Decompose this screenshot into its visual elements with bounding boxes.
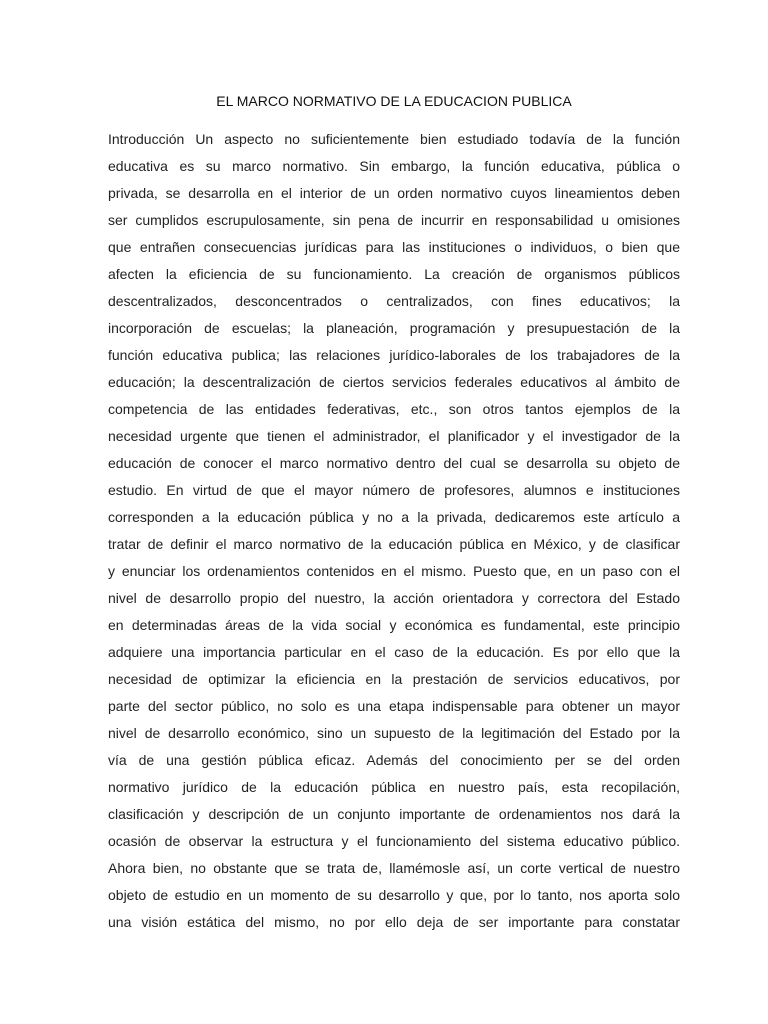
body-text-line: y enunciar los ordenamientos contenidos en el mismo. Puesto que, en un paso con el — [108, 563, 680, 579]
body-text-line: Ahora bien, no obstante que se trata de, llamémosle así, un corte vertical de nuestro — [108, 860, 680, 876]
body-text-line: clasificación y descripción de un conjunto importante de ordenamientos nos dará la — [108, 806, 680, 822]
body-text-line: estudio. En virtud de que el mayor número de profesores, alumnos e instituciones — [108, 482, 680, 498]
body-text-line: corresponden a la educación pública y no a la privada, dedicaremos este artículo a — [108, 509, 680, 525]
body-text-line: ocasión de observar la estructura y el funcionamiento del sistema educativo público. — [108, 833, 680, 849]
body-text-line: vía de una gestión pública eficaz. Además del conocimiento per se del orden — [108, 752, 680, 768]
body-text-line: parte del sector público, no solo es una etapa indispensable para obtener un mayor — [108, 698, 680, 714]
body-text-line: necesidad de optimizar la eficiencia en la prestación de servicios educativos, por — [108, 671, 680, 687]
body-text-line: incorporación de escuelas; la planeación, programación y presupuestación de la — [108, 320, 680, 336]
body-text-line: tratar de definir el marco normativo de la educación pública en México, y de clasificar — [108, 536, 680, 552]
body-text-line: educación; la descentralización de ciertos servicios federales educativos al ámbito de — [108, 374, 680, 390]
body-text-line: educativa es su marco normativo. Sin embargo, la función educativa, pública o — [108, 158, 680, 174]
body-text-line: una visión estática del mismo, no por ello deja de ser importante para constatar — [108, 914, 680, 930]
body-text-line: en determinadas áreas de la vida social y económica es fundamental, este principio — [108, 617, 680, 633]
document-body — [108, 126, 680, 936]
body-text-line: afecten la eficiencia de su funcionamiento. La creación de organismos públicos — [108, 266, 680, 282]
body-text-line: Introducción Un aspecto no suficientemente bien estudiado todavía de la función — [108, 131, 680, 147]
body-text-line: función educativa publica; las relaciones jurídico-laborales de los trabajadores de la — [108, 347, 680, 363]
document-title: EL MARCO NORMATIVO DE LA EDUCACION PUBLICA — [216, 93, 572, 109]
body-text-line: descentralizados, desconcentrados o centralizados, con fines educativos; la — [108, 293, 680, 309]
body-text-line: que entrañen consecuencias jurídicas para las instituciones o individuos, o bien que — [108, 239, 680, 255]
body-text-line: normativo jurídico de la educación pública en nuestro país, esta recopilación, — [108, 779, 680, 795]
body-text-line: educación de conocer el marco normativo dentro del cual se desarrolla su objeto de — [108, 455, 680, 471]
body-text-line: necesidad urgente que tienen el administrador, el planificador y el investigador de la — [108, 428, 680, 444]
body-text-line: nivel de desarrollo propio del nuestro, la acción orientadora y correctora del Estado — [108, 590, 680, 606]
body-text-line: objeto de estudio en un momento de su desarrollo y que, por lo tanto, nos aporta solo — [108, 887, 680, 903]
body-text-line: ser cumplidos escrupulosamente, sin pena de incurrir en responsabilidad u omisiones — [108, 212, 680, 228]
body-text-line: nivel de desarrollo económico, sino un supuesto de la legitimación del Estado por la — [108, 725, 680, 741]
body-text-line: adquiere una importancia particular en el caso de la educación. Es por ello que la — [108, 644, 680, 660]
body-text-line: privada, se desarrolla en el interior de un orden normativo cuyos lineamientos deben — [108, 185, 680, 201]
body-text-line: competencia de las entidades federativas, etc., son otros tantos ejemplos de la — [108, 401, 680, 417]
